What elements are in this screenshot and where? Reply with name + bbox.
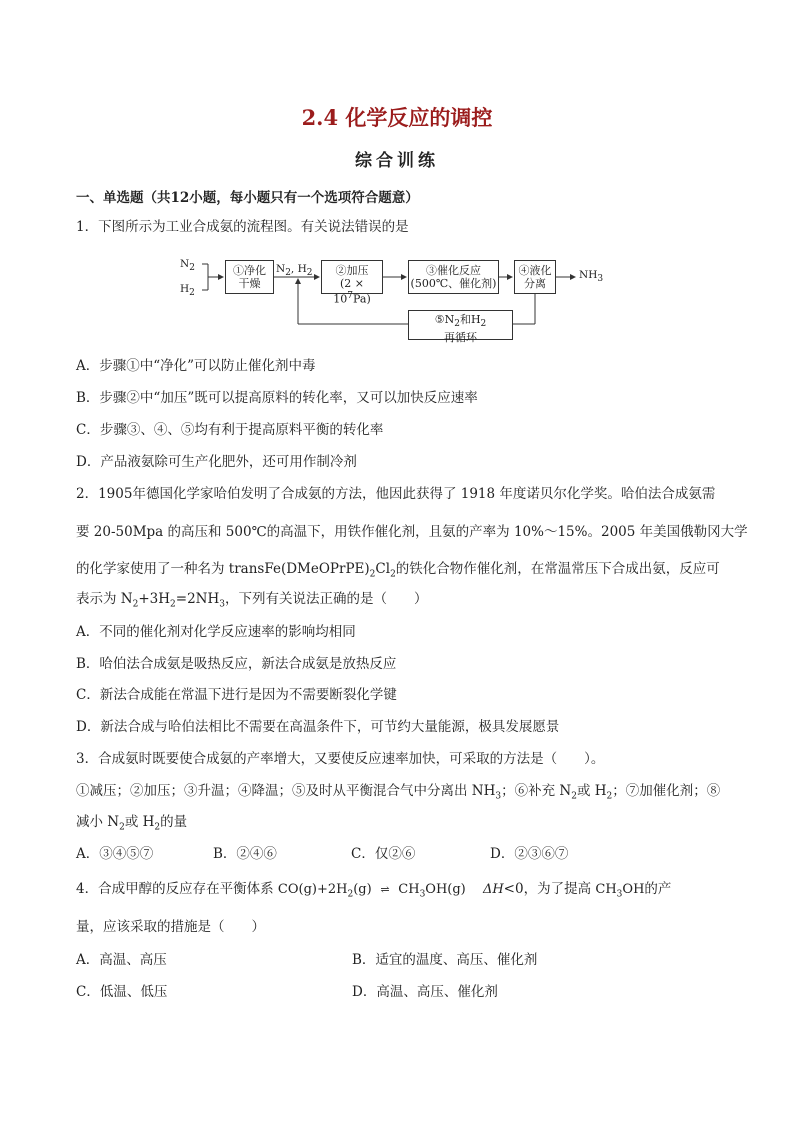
page-subtitle: 综合训练	[355, 151, 439, 171]
q3-option-c: C．仅②⑥	[351, 846, 416, 862]
q2-line1: 2．1905年德国化学家哈伯发明了合成氨的方法，他因此获得了 1918 年度诺贝尔化学奖。哈伯法合成氨需	[76, 486, 716, 502]
box-compress: ②加压 $(2 \times 10^7Pa)$	[321, 260, 383, 294]
box-recycle: $⑤N_2$和$H_2$ 再循环	[408, 310, 513, 340]
q2-line3: 的化学家使用了一种名为 $transFe(DMeOPrPE)_2Cl_2$的铁化合物作催化剂，在常温常压下合成出氨，反应可	[76, 561, 720, 580]
q4-option-c: C．低温、低压	[76, 984, 168, 1000]
q2-option-c: C．新法合成能在常温下进行是因为不需要断裂化学键	[76, 687, 397, 703]
q3-line2: ①减压；②加压；③升温；④降温；⑤及时从平衡混合气中分离出 $NH_3$；⑥补充 $N_2$或 $H_2$；⑦加催化剂；⑧	[76, 783, 721, 802]
section-heading: 一、单选题（共12小题，每小题只有一个选项符合题意）	[76, 190, 419, 206]
q3-option-a: A．③④⑤⑦	[76, 846, 154, 862]
input-n2: $N_2$	[180, 258, 195, 274]
q1-option-b: B．步骤②中“加压”既可以提高原料的转化率，又可以加快反应速率	[76, 390, 478, 406]
page-title: 2.4 化学反应的调控	[301, 105, 493, 130]
q1-option-d: D．产品液氨除可生产化肥外，还可用作制冷剂	[76, 454, 357, 470]
input-h2: $H_2$	[180, 283, 195, 299]
q2-line4: 表示为 $N_2+3H_2=2NH_3$，下列有关说法正确的是（ ）	[76, 591, 428, 610]
q1-option-a: A．步骤①中“净化”可以防止催化剂中毒	[76, 358, 316, 374]
output-nh3: $NH_3$	[579, 269, 604, 285]
q4-option-d: D．高温、高压、催化剂	[352, 984, 498, 1000]
box-catalytic-reaction: ③催化反应 (500℃、催化剂)	[408, 260, 499, 294]
q1-option-c: C．步骤③、④、⑤均有利于提高原料平衡的转化率	[76, 422, 384, 438]
q4-option-a: A．高温、高压	[76, 952, 167, 968]
q4-line1: 4．合成甲醇的反应存在平衡体系 $CO(g)+2H_2(g)$ ⇌ $CH_3OH(g)$ ΔH<0，为了提高 $CH_3OH$的产	[76, 881, 672, 900]
q2-line2: 要 20-50Mpa 的高压和 500℃的高温下，用铁作催化剂，且氨的产率为 10%～15%。2005 年美国俄勒冈大学	[76, 524, 748, 540]
q2-option-a: A．不同的催化剂对化学反应速率的影响均相同	[76, 624, 356, 640]
q3-line3: 减小 $N_2$或 $H_2$的量	[76, 814, 188, 833]
q3-stem: 3．合成氨时既要使合成氨的产率增大，又要使反应速率加快，可采取的方法是（ ）。	[76, 751, 605, 767]
q3-option-d: D．②③⑥⑦	[490, 846, 569, 862]
q4-equation: $CO(g)+2H_2(g)$	[277, 882, 372, 900]
q4-option-b: B．适宜的温度、高压、催化剂	[352, 952, 538, 968]
box-liquefy: ④液化 分离	[514, 260, 556, 294]
q2-option-d: D．新法合成与哈伯法相比不需要在高温条件下，可节约大量能源，极具发展愿景	[76, 719, 560, 735]
q1-stem: 1．下图所示为工业合成氨的流程图。有关说法错误的是	[76, 219, 409, 235]
q2-option-b: B．哈伯法合成氨是吸热反应，新法合成氨是放热反应	[76, 656, 397, 672]
q4-line2: 量，应该采取的措施是（ ）	[76, 919, 265, 935]
box-purify: ①净化 干燥	[225, 260, 274, 294]
equilibrium-arrow: ⇌	[380, 883, 390, 896]
ammonia-flow-diagram	[178, 254, 608, 345]
label-n2-h2: $N_2$, $H_2$	[276, 263, 313, 279]
q3-option-b: B．②④⑥	[213, 846, 277, 862]
